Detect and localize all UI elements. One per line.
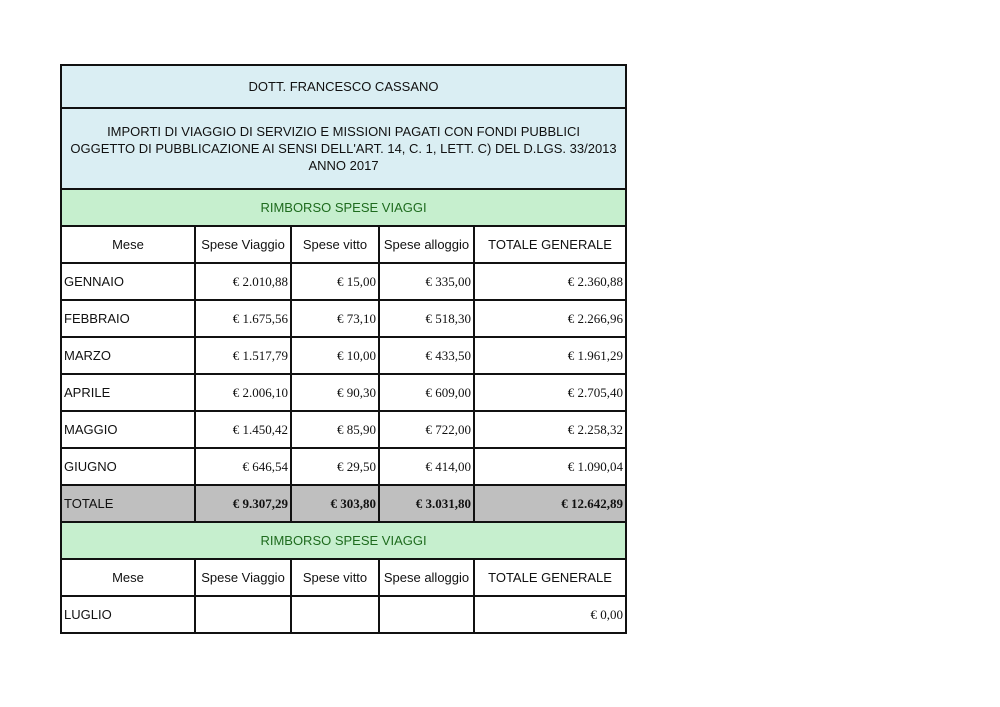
cell-vitto: € 15,00 [291, 263, 379, 300]
cell-mese: LUGLIO [61, 596, 195, 633]
cell-totale: € 0,00 [474, 596, 626, 633]
total-label: TOTALE [61, 485, 195, 522]
cell-alloggio: € 335,00 [379, 263, 474, 300]
cell-mese: GIUGNO [61, 448, 195, 485]
cell-mese: MARZO [61, 337, 195, 374]
cell-alloggio: € 414,00 [379, 448, 474, 485]
table-row [61, 263, 626, 300]
total-alloggio: € 3.031,80 [379, 485, 474, 522]
cell-viaggio: € 1.675,56 [195, 300, 291, 337]
cell-totale: € 2.258,32 [474, 411, 626, 448]
column-header-vitto: Spese vitto [291, 559, 379, 596]
cell-viaggio: € 2.010,88 [195, 263, 291, 300]
column-header-mese: Mese [61, 226, 195, 263]
column-header-mese: Mese [61, 559, 195, 596]
cell-totale: € 2.266,96 [474, 300, 626, 337]
column-header-totale: TOTALE GENERALE [474, 559, 626, 596]
cell-viaggio: € 1.450,42 [195, 411, 291, 448]
column-header-row [61, 559, 626, 596]
cell-mese: APRILE [61, 374, 195, 411]
table-row [61, 374, 626, 411]
cell-vitto: € 73,10 [291, 300, 379, 337]
column-header-vitto: Spese vitto [291, 226, 379, 263]
cell-viaggio: € 646,54 [195, 448, 291, 485]
cell-alloggio: € 609,00 [379, 374, 474, 411]
column-header-viaggio: Spese Viaggio [195, 226, 291, 263]
table-row [61, 596, 626, 633]
total-vitto: € 303,80 [291, 485, 379, 522]
cell-totale: € 2.360,88 [474, 263, 626, 300]
section-title: RIMBORSO SPESE VIAGGI [61, 522, 626, 559]
subtitle-line-3: ANNO 2017 [308, 158, 379, 173]
subtitle-line-1: IMPORTI DI VIAGGIO DI SERVIZIO E MISSIONI PAGATI CON FONDI PUBBLICI [107, 124, 580, 139]
cell-vitto: € 85,90 [291, 411, 379, 448]
cell-viaggio [195, 596, 291, 633]
table-row [61, 448, 626, 485]
cell-totale: € 1.090,04 [474, 448, 626, 485]
cell-vitto: € 90,30 [291, 374, 379, 411]
column-header-viaggio: Spese Viaggio [195, 559, 291, 596]
cell-alloggio: € 722,00 [379, 411, 474, 448]
expense-table [60, 64, 627, 634]
cell-alloggio [379, 596, 474, 633]
section-title: RIMBORSO SPESE VIAGGI [61, 189, 626, 226]
cell-vitto: € 29,50 [291, 448, 379, 485]
table-row [61, 337, 626, 374]
cell-viaggio: € 2.006,10 [195, 374, 291, 411]
cell-totale: € 1.961,29 [474, 337, 626, 374]
cell-alloggio: € 433,50 [379, 337, 474, 374]
subtitle-line-2: OGGETTO DI PUBBLICAZIONE AI SENSI DELL'ART. 14, C. 1, LETT. C) DEL D.LGS. 33/2013 [70, 141, 617, 156]
cell-totale: € 2.705,40 [474, 374, 626, 411]
document-subtitle [61, 108, 626, 189]
document-title: DOTT. FRANCESCO CASSANO [61, 65, 626, 108]
column-header-alloggio: Spese alloggio [379, 226, 474, 263]
cell-mese: FEBBRAIO [61, 300, 195, 337]
total-row [61, 485, 626, 522]
column-header-alloggio: Spese alloggio [379, 559, 474, 596]
cell-vitto: € 10,00 [291, 337, 379, 374]
table-row [61, 411, 626, 448]
cell-mese: MAGGIO [61, 411, 195, 448]
cell-viaggio: € 1.517,79 [195, 337, 291, 374]
total-generale: € 12.642,89 [474, 485, 626, 522]
cell-vitto [291, 596, 379, 633]
table-row [61, 300, 626, 337]
column-header-row [61, 226, 626, 263]
cell-mese: GENNAIO [61, 263, 195, 300]
total-viaggio: € 9.307,29 [195, 485, 291, 522]
column-header-totale: TOTALE GENERALE [474, 226, 626, 263]
cell-alloggio: € 518,30 [379, 300, 474, 337]
